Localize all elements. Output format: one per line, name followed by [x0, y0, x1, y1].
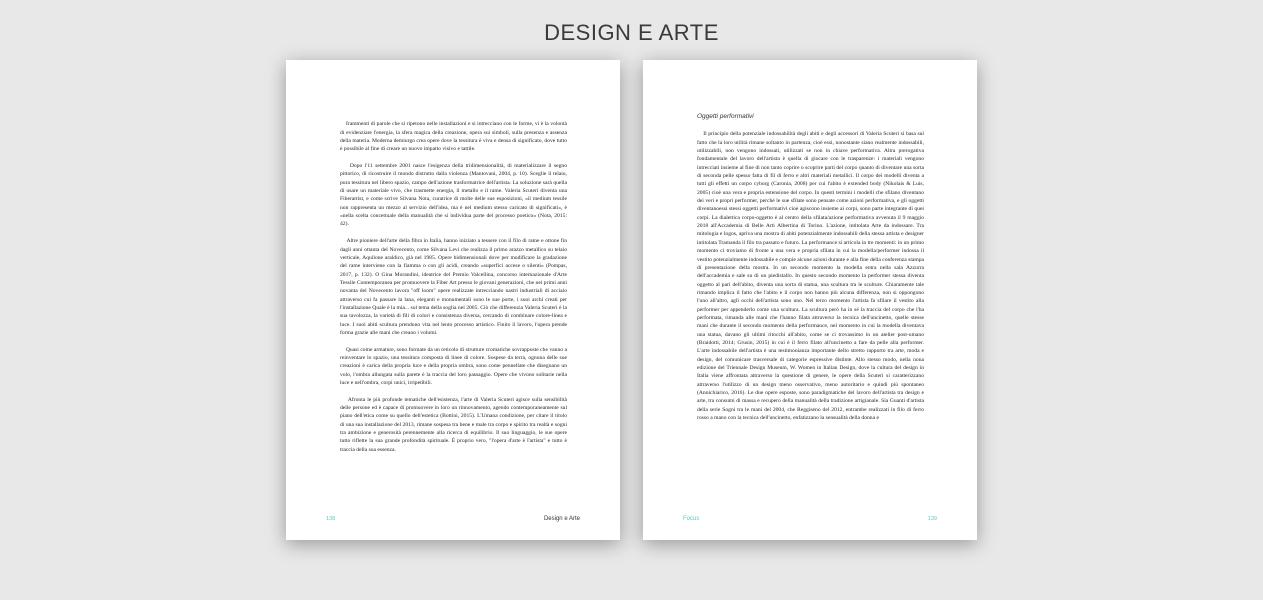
right-page [643, 60, 977, 540]
right-body-text [697, 122, 924, 431]
page-title: DESIGN E ARTE [544, 20, 719, 45]
page-number: 139 [927, 516, 937, 522]
paragraph: Altre pioniere dell'arte della fibra in Italia, hanno iniziato a tessere con il filo di rame e ottone fin dagli anni ottanta del Novecento, come Silvana Levi che realizza il primo arazzo metallico su telaio verticale, Aquilone araldico, già nel 1985. Opere bidimensionali dove per modificare la gradazione del rame interviene con la fiamma o con gli acidi, creando «superfici accese o silenti» (Pompas, 2017, p. 132). O Gina Morandini, ideatrice del Premio Valcellina, concorso internazionale d'Arte Tessile Contemporanea per promuovere la Fiber Art presso le giovani generazioni, che nei primi anni novanta del Novecento lavora "off loom" opere realizzate intrecciando nastri industriali di acciaio attraverso cui fa passare la lana, eleganti e monumentali sono le sue porte, i suoi archi creati per l'installazione Quale è la mia... sul tema della soglia nel 2005. Ciò che differenzia Valeria Scuteri è la sua tavolozza, la varietà di fili di colori e consistenza diversa, cercando di combinare colore-linea e luce. I suoi abiti scultura prendono vita nel lento processo artistico. Finito il lavoro, l'opera prende forma grazie alle mani che creano i volumi. [340, 238, 568, 336]
paragraph: Dopo l'11 settembre 2001 nasce l'esigenza della tridimensionalità, di materializzare il segno pittorico, di ricostruire il mondo distrutto dalla violenza (Mantovani, 2004, p. 10). Sceglie il telaio, pura tessitura nel libero spazio, campo dell'azione trasformatrice dell'artista. La soluzione sarà quella di usare un materiale vivo, che trasmette energia, il metallo e il rame. Valeria Scuteri diventa una Fiberartist, e come scrive Silvana Nota, curatrice di molte delle sue esposizioni, «il medium tessile non rappresenta un mezzo al servizio dell'idea, ma è nel medium stesso caricato di significati», è «nella scelta concettuale della manualità che si individua parte del processo poetico» (Nota, 2015: 42). [340, 163, 567, 228]
running-title: Design e Arte [543, 516, 580, 522]
paragraph: Il principio della potenziale indossabilità degli abiti e degli accessori di Valeria Scuteri si basa sul fatto che la loro utilità rimane soltanto in partenza, cioè essi, nonostante siano realmente indossabili, utilizzabili, non vengono indossati, utilizzati se non in chiave performativa. Altra prerogativa fondamentale del lavoro dell'artista è quella di giocare con le trasparenze: i materiali vengono intrecciati insieme al fine di non tanto coprire o scoprire parti del corpo quanto di diventare una sorta di seconda pelle spesso fatta di fil di ferro e altri materiali metallici. Il corpo dei modelli diventa a tutti gli effetti un corpo cyborg (Caronia, 2008) per cui l'abito è extended body (Nikolais & Luis, 2005) cioè una vera e propria estensione del corpo. In questi termini i modelli che sfilano diventano dei veri e propri performer, perché le sue sfilate sono pensate come azioni performativa, e gli oggetti diventanoessi stessi oggetti performativi cioè agiscono insieme ai corpi, sono parte integrante di quei corpi. La dialettica corpo-oggetto è al centro della sfilata/azione performativa avvenuta il 9 maggio 2018 all'Accademia di Belle Arti Albertina di Torino. L'azione, intitolata Arte da indossare. Tra mitologia e logos, apriva una mostra di abiti potenzialmente indossabili della stessa artista e designer intitolata Tramanda il filo tra passato e futuro. La performance si articola in tre momenti: in un primo momento ci troviamo di fronte a una vera e propria sfilata in cui la modella/performer indossa il vestito potenzialmente indossabile e compie alcune azioni durante e alla fine della conferenza stampa di presentazione della mostra. In un secondo momento la modella entra nella sala Azzurra dell'accademia e sale su di un piedistallo. In questo secondo momento la performer stessa diventa oggetto al pari dell'abito, diventa una sorta di statua, una scultura tra le sculture. Chiaramente tale rimando implica il fatto che l'abito e il corpo non hanno più alcuna differenza, non si oppongono l'uno all'altro, agli occhi dell'artista sono uno. Nel terzo momento l'artista fa sfilare il vestito alla performer per appenderlo come una scultura. La scultura però ha in sé la traccia del corpo che l'ha performata, rimanda alle mani che l'hanno filata attraverso la tecnica dell'uncinetto, quelle stesse mani che durante il secondo momento della performance, nel momento in cui la modella diventava una statua, davano gli ultimi ritocchi all'abito, come se ci trovassimo in un atelier post-umano (Braidotti, 2014; Grusin, 2015) in cui è il ferro filato all'uncinetto a fare da pelle alla performer. L'arte indossabile dell'artista è una testimonianza importante dello stretto rapporto tra arte, moda e design, del comunicare trasversale di categorie espressive distinte. Allo stesso modo, nella nona edizione del Triennale Design Museum, W. Women in Italian Design, dove la cultura del design in Italia viene affrontata attraverso la questione di genere, le opere della Scuteri si caratterizzano attraverso l'utilizzo di un design meno osservativo, meno autoritario e quindi più spontaneo (Annichiarico, 2016). Le due opere esposte, sono paradigmatiche del lavoro dell'artista tra design e arte, tra consumi di massa e recupero della manualità della tradizione artigianale. Sia Guanti d'artista della serie Sogni tra le mani del 2004, che Reggiseno del 2012, entrambe realizzati in filo di ferro rosso a mano con la tecnica dell'uncinetto, enfatizzano la sensualità della donna e [697, 131, 926, 422]
paragraph: Quasi come armature, sono formate da un reticolo di strutture cromatiche sovrapposte che vanno a reinventare lo spazio, una tessitura composta di linee di colore. Sospese da terra, ognuna delle sue creazioni è carica della propria luce e della propria ombra, sono come pennellate che disegnano un volo, l'ombra allungata sulla parete è la traccia del loro passaggio. Opere che vivono solitarie nella luce e nell'ombra, corpi unici, irripetibili. [340, 346, 567, 386]
left-body-text [340, 112, 567, 471]
running-title: Focus [683, 516, 700, 522]
paragraph: Afronta le più profonde tematiche dell'esistenza, l'arte di Valeria Scuteri agisce sulla sensibilità delle persone ed è capace di promuovere in loro un rinnovamento, agendo contemporaneamente sul piano dell'etica come su quello dell'estetica (Bottini, 2015). L'Umana condizione, per citare il titolo di una sua installazione del 2013, rimane sospesa tra bene e male tra corpo e spirito tra realtà e sogni tra ambizione e generosità perennemente alla ricerca di equilibrio. Il suo linguaggio, le sue opere tutto riflette la sua grande profondità spirituale. È proprio vero, "l'opera d'arte è l'artista" e tutto è traccia della sua essenza. [340, 396, 568, 453]
left-page [286, 60, 620, 540]
paragraph: frammenti di parole che si ripetono nelle installazioni e si intrecciano con le forme, vi è la volontà di evidenziare l'energia, la sfera magica della creazione, opera sui simboli, sulla presenza e assenza della materia. Moderna demiurgo crea opere dove la tessitura è viva e densa di significato, dove tutto è possibile al fine di creare un nuovo impatto visivo e tattile. [340, 121, 568, 153]
page-number: 138 [326, 516, 336, 522]
section-title: Oggetti performativi [697, 113, 754, 120]
